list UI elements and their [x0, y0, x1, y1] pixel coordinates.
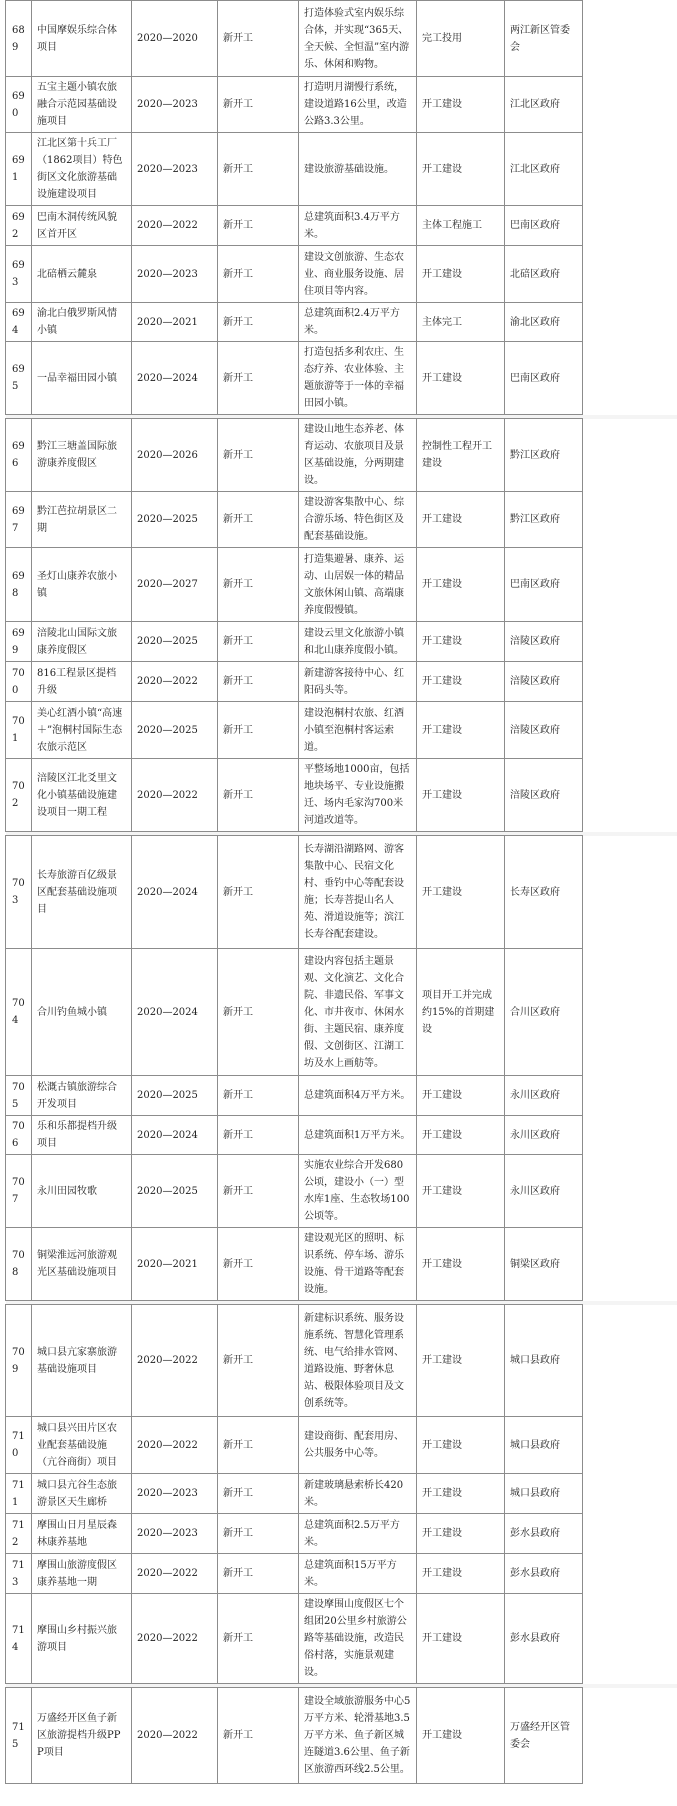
project-type-cell: 新开工: [218, 77, 299, 133]
construction-period-cell: 2020—2024: [132, 836, 218, 949]
annual-progress-cell: 主体完工: [417, 303, 505, 342]
table-row: [6, 1554, 677, 1594]
project-table: [5, 0, 677, 1784]
annual-progress-cell: 开工建设: [417, 246, 505, 303]
row-number-cell: 714: [6, 1594, 32, 1684]
annual-progress-cell: 开工建设: [417, 1116, 505, 1155]
table-row: [6, 1116, 677, 1155]
construction-period-cell: 2020—2024: [132, 342, 218, 415]
annual-progress-cell: 开工建设: [417, 759, 505, 832]
construction-period-cell: 2020—2025: [132, 702, 218, 759]
construction-content-cell: 总建筑面积2.4万平方米。: [299, 303, 417, 342]
table-row: [6, 1688, 677, 1784]
row-number-cell: 701: [6, 702, 32, 759]
annual-progress-cell: 开工建设: [417, 77, 505, 133]
table-row: [6, 492, 677, 548]
annual-progress-cell: 开工建设: [417, 1688, 505, 1784]
responsible-unit-cell: 万盛经开区管委会: [505, 1688, 583, 1784]
construction-period-cell: 2020—2022: [132, 1305, 218, 1417]
annual-progress-cell: 完工投用: [417, 1, 505, 77]
construction-content-cell: 建设山地生态养老、体育运动、农旅项目及景区基础设施，分两期建设。: [299, 419, 417, 492]
annual-progress-cell: 开工建设: [417, 1076, 505, 1116]
construction-period-cell: 2020—2022: [132, 1594, 218, 1684]
construction-period-cell: 2020—2023: [132, 1514, 218, 1554]
project-type-cell: 新开工: [218, 622, 299, 662]
responsible-unit-cell: 北碚区政府: [505, 246, 583, 303]
project-type-cell: 新开工: [218, 1594, 299, 1684]
annual-progress-cell: 开工建设: [417, 1305, 505, 1417]
table-row: [6, 1417, 677, 1474]
project-type-cell: 新开工: [218, 949, 299, 1076]
table-row: [6, 1076, 677, 1116]
annual-progress-cell: 开工建设: [417, 1155, 505, 1228]
responsible-unit-cell: 彭水县政府: [505, 1514, 583, 1554]
project-name-cell: 江北区第十兵工厂（1862项目）特色街区文化旅游基础设施建设项目: [32, 133, 132, 206]
table-row: [6, 622, 677, 662]
project-name-cell: 美心红酒小镇“高速＋”泡桐村国际生态农旅示范区: [32, 702, 132, 759]
project-type-cell: 新开工: [218, 1228, 299, 1301]
project-type-cell: 新开工: [218, 303, 299, 342]
construction-content-cell: 打造包括多利农庄、生态疗养、农业体验、主题旅游等于一体的幸福田园小镇。: [299, 342, 417, 415]
annual-progress-cell: 开工建设: [417, 492, 505, 548]
row-number-cell: 700: [6, 662, 32, 702]
project-name-cell: 渝北白俄罗斯风情小镇: [32, 303, 132, 342]
responsible-unit-cell: 黔江区政府: [505, 492, 583, 548]
row-number-cell: 690: [6, 77, 32, 133]
responsible-unit-cell: 合川区政府: [505, 949, 583, 1076]
table-row: [6, 1, 677, 77]
annual-progress-cell: 开工建设: [417, 1554, 505, 1594]
project-type-cell: 新开工: [218, 1554, 299, 1594]
responsible-unit-cell: 渝北区政府: [505, 303, 583, 342]
construction-period-cell: 2020—2022: [132, 206, 218, 246]
project-name-cell: 万盛经开区鱼子新区旅游提档升级PPP项目: [32, 1688, 132, 1784]
construction-period-cell: 2020—2021: [132, 1228, 218, 1301]
construction-content-cell: 建设云里文化旅游小镇和北山康养度假小镇。: [299, 622, 417, 662]
project-type-cell: 新开工: [218, 419, 299, 492]
table-row: [6, 1514, 677, 1554]
row-number-cell: 713: [6, 1554, 32, 1594]
row-number-cell: 705: [6, 1076, 32, 1116]
construction-content-cell: 建设观光区的照明、标识系统、停车场、游乐设施、骨干道路等配套设施。: [299, 1228, 417, 1301]
project-name-cell: 城口县亢家寨旅游基础设施项目: [32, 1305, 132, 1417]
table-row: [6, 206, 677, 246]
annual-progress-cell: 开工建设: [417, 1474, 505, 1514]
responsible-unit-cell: 铜梁区政府: [505, 1228, 583, 1301]
project-name-cell: 一品幸福田园小镇: [32, 342, 132, 415]
project-name-cell: 五宝主题小镇农旅融合示范园基础设施项目: [32, 77, 132, 133]
project-type-cell: 新开工: [218, 1, 299, 77]
row-number-cell: 694: [6, 303, 32, 342]
project-name-cell: 摩围山旅游度假区康养基地一期: [32, 1554, 132, 1594]
project-name-cell: 北碚栖云麓泉: [32, 246, 132, 303]
project-name-cell: 摩围山乡村振兴旅游项目: [32, 1594, 132, 1684]
table-row: [6, 702, 677, 759]
construction-content-cell: 打造集避暑、康养、运动、山居娱一体的精品文旅休闲山镇、高端康养度假慢镇。: [299, 548, 417, 622]
annual-progress-cell: 开工建设: [417, 133, 505, 206]
construction-period-cell: 2020—2023: [132, 1474, 218, 1514]
project-type-cell: 新开工: [218, 662, 299, 702]
construction-period-cell: 2020—2026: [132, 419, 218, 492]
row-number-cell: 693: [6, 246, 32, 303]
construction-content-cell: 建设游客集散中心、综合游乐场、特色街区及配套基础设施。: [299, 492, 417, 548]
construction-content-cell: 建设旅游基础设施。: [299, 133, 417, 206]
table-row: [6, 1474, 677, 1514]
table-row: [6, 548, 677, 622]
project-name-cell: 涪陵北山国际文旅康养度假区: [32, 622, 132, 662]
row-number-cell: 715: [6, 1688, 32, 1784]
project-type-cell: 新开工: [218, 702, 299, 759]
row-number-cell: 710: [6, 1417, 32, 1474]
construction-content-cell: 建设摩围山度假区七个组团20公里乡村旅游公路等基础设施，改造民俗村落，实施景观建设。: [299, 1594, 417, 1684]
project-name-cell: 永川田园牧歌: [32, 1155, 132, 1228]
responsible-unit-cell: 城口县政府: [505, 1305, 583, 1417]
annual-progress-cell: 控制性工程开工建设: [417, 419, 505, 492]
annual-progress-cell: 开工建设: [417, 1514, 505, 1554]
construction-period-cell: 2020—2025: [132, 622, 218, 662]
construction-period-cell: 2020—2022: [132, 1554, 218, 1594]
construction-content-cell: 新建标识系统、服务设施系统、智慧化管理系统、电气给排水管网、道路设施、野奢休息站、极限体验项目及文创系统等。: [299, 1305, 417, 1417]
table-row: [6, 246, 677, 303]
annual-progress-cell: 项目开工并完成约15%的首期建设: [417, 949, 505, 1076]
annual-progress-cell: 开工建设: [417, 662, 505, 702]
table-row: [6, 949, 677, 1076]
project-name-cell: 松溉古镇旅游综合开发项目: [32, 1076, 132, 1116]
project-name-cell: 城口县亢谷生态旅游景区天生廊桥: [32, 1474, 132, 1514]
project-name-cell: 长寿旅游百亿级景区配套基础设施项目: [32, 836, 132, 949]
construction-period-cell: 2020—2025: [132, 1155, 218, 1228]
construction-period-cell: 2020—2022: [132, 1688, 218, 1784]
construction-content-cell: 建设内容包括主题景观、文化演艺、文化合院、非遗民俗、军事文化、市井夜市、休闲水街、主题民宿、康养度假、文创街区、江湖工坊及水上画舫等。: [299, 949, 417, 1076]
project-type-cell: 新开工: [218, 1688, 299, 1784]
table-row: [6, 759, 677, 832]
construction-content-cell: 打造体验式室内娱乐综合体，并实现“365天、全天候、全恒温”室内游乐、休闲和购物。: [299, 1, 417, 77]
construction-content-cell: 建设商街、配套用房、公共服务中心等。: [299, 1417, 417, 1474]
table-row: [6, 133, 677, 206]
project-name-cell: 城口县兴田片区农业配套基础设施（亢谷商街）项目: [32, 1417, 132, 1474]
responsible-unit-cell: 巴南区政府: [505, 206, 583, 246]
row-number-cell: 704: [6, 949, 32, 1076]
construction-period-cell: 2020—2022: [132, 759, 218, 832]
project-type-cell: 新开工: [218, 1514, 299, 1554]
project-type-cell: 新开工: [218, 1116, 299, 1155]
construction-content-cell: 新建游客接待中心、红阳码头等。: [299, 662, 417, 702]
responsible-unit-cell: 彭水县政府: [505, 1594, 583, 1684]
project-name-cell: 摩围山日月星辰森林康养基地: [32, 1514, 132, 1554]
row-number-cell: 712: [6, 1514, 32, 1554]
construction-content-cell: 总建筑面积4万平方米。: [299, 1076, 417, 1116]
project-name-cell: 中国摩娱乐综合体项目: [32, 1, 132, 77]
responsible-unit-cell: 黔江区政府: [505, 419, 583, 492]
project-name-cell: 合川钓鱼城小镇: [32, 949, 132, 1076]
row-number-cell: 706: [6, 1116, 32, 1155]
responsible-unit-cell: 城口县政府: [505, 1474, 583, 1514]
row-number-cell: 689: [6, 1, 32, 77]
row-number-cell: 711: [6, 1474, 32, 1514]
project-type-cell: 新开工: [218, 492, 299, 548]
construction-period-cell: 2020—2023: [132, 133, 218, 206]
project-type-cell: 新开工: [218, 548, 299, 622]
construction-period-cell: 2020—2022: [132, 662, 218, 702]
responsible-unit-cell: 长寿区政府: [505, 836, 583, 949]
table-row: [6, 1228, 677, 1301]
responsible-unit-cell: 永川区政府: [505, 1155, 583, 1228]
table-row: [6, 1594, 677, 1684]
project-name-cell: 巴南木洞传统风貌区首开区: [32, 206, 132, 246]
project-type-cell: 新开工: [218, 1155, 299, 1228]
construction-period-cell: 2020—2025: [132, 1076, 218, 1116]
project-type-cell: 新开工: [218, 1076, 299, 1116]
project-type-cell: 新开工: [218, 836, 299, 949]
table-row: [6, 303, 677, 342]
construction-period-cell: 2020—2020: [132, 1, 218, 77]
construction-period-cell: 2020—2027: [132, 548, 218, 622]
row-number-cell: 696: [6, 419, 32, 492]
project-name-cell: 铜梁淮远河旅游观光区基础设施项目: [32, 1228, 132, 1301]
annual-progress-cell: 开工建设: [417, 1228, 505, 1301]
responsible-unit-cell: 涪陵区政府: [505, 759, 583, 832]
row-number-cell: 703: [6, 836, 32, 949]
row-number-cell: 702: [6, 759, 32, 832]
responsible-unit-cell: 涪陵区政府: [505, 702, 583, 759]
project-name-cell: 圣灯山康养农旅小镇: [32, 548, 132, 622]
row-number-cell: 695: [6, 342, 32, 415]
construction-period-cell: 2020—2023: [132, 246, 218, 303]
annual-progress-cell: 开工建设: [417, 342, 505, 415]
project-type-cell: 新开工: [218, 206, 299, 246]
project-name-cell: 涪陵区江北爻里文化小镇基础设施建设项目一期工程: [32, 759, 132, 832]
responsible-unit-cell: 巴南区政府: [505, 548, 583, 622]
project-name-cell: 黔江芭拉胡景区二期: [32, 492, 132, 548]
construction-content-cell: 实施农业综合开发680公顷，建设小（一）型水库1座、生态牧场100公顷等。: [299, 1155, 417, 1228]
project-type-cell: 新开工: [218, 1305, 299, 1417]
annual-progress-cell: 开工建设: [417, 548, 505, 622]
project-name-cell: 黔江三塘盖国际旅游康养度假区: [32, 419, 132, 492]
row-number-cell: 709: [6, 1305, 32, 1417]
construction-content-cell: 建设全域旅游服务中心5万平方米、轮滑基地3.5万平方米、鱼子新区城连隧道3.6公里、鱼子新区旅游西环线2.5公里。: [299, 1688, 417, 1784]
responsible-unit-cell: 涪陵区政府: [505, 662, 583, 702]
row-number-cell: 697: [6, 492, 32, 548]
table-row: [6, 342, 677, 415]
responsible-unit-cell: 城口县政府: [505, 1417, 583, 1474]
table-row: [6, 662, 677, 702]
annual-progress-cell: 开工建设: [417, 1417, 505, 1474]
project-name-cell: 816工程景区提档升级: [32, 662, 132, 702]
project-type-cell: 新开工: [218, 246, 299, 303]
row-number-cell: 708: [6, 1228, 32, 1301]
project-type-cell: 新开工: [218, 759, 299, 832]
construction-content-cell: 建设文创旅游、生态农业、商业服务设施、居住项目等内容。: [299, 246, 417, 303]
construction-period-cell: 2020—2021: [132, 303, 218, 342]
construction-content-cell: 总建筑面积2.5万平方米。: [299, 1514, 417, 1554]
table-row: [6, 77, 677, 133]
table-row: [6, 1305, 677, 1417]
row-number-cell: 699: [6, 622, 32, 662]
responsible-unit-cell: 两江新区管委会: [505, 1, 583, 77]
responsible-unit-cell: 巴南区政府: [505, 342, 583, 415]
annual-progress-cell: 开工建设: [417, 836, 505, 949]
construction-content-cell: 打造明月湖慢行系统，建设道路16公里，改造公路3.3公里。: [299, 77, 417, 133]
table-row: [6, 836, 677, 949]
project-type-cell: 新开工: [218, 342, 299, 415]
project-type-cell: 新开工: [218, 1474, 299, 1514]
responsible-unit-cell: 江北区政府: [505, 133, 583, 206]
annual-progress-cell: 开工建设: [417, 622, 505, 662]
construction-content-cell: 长寿湖沿湖路网、游客集散中心、民宿文化村、垂钓中心等配套设施；长寿菩提山名人苑、滑道设施等；滨江长寿谷配套建设。: [299, 836, 417, 949]
table-row: [6, 1155, 677, 1228]
annual-progress-cell: 开工建设: [417, 1594, 505, 1684]
responsible-unit-cell: 江北区政府: [505, 77, 583, 133]
construction-content-cell: 总建筑面积3.4万平方米。: [299, 206, 417, 246]
responsible-unit-cell: 永川区政府: [505, 1076, 583, 1116]
construction-content-cell: 建设泡桐村农旅、红酒小镇至泡桐村客运索道。: [299, 702, 417, 759]
construction-period-cell: 2020—2024: [132, 1116, 218, 1155]
table-wrapper: [5, 0, 677, 1784]
responsible-unit-cell: 永川区政府: [505, 1116, 583, 1155]
project-type-cell: 新开工: [218, 133, 299, 206]
row-number-cell: 692: [6, 206, 32, 246]
annual-progress-cell: 开工建设: [417, 702, 505, 759]
responsible-unit-cell: 涪陵区政府: [505, 622, 583, 662]
row-number-cell: 707: [6, 1155, 32, 1228]
annual-progress-cell: 主体工程施工: [417, 206, 505, 246]
construction-period-cell: 2020—2023: [132, 77, 218, 133]
row-number-cell: 691: [6, 133, 32, 206]
responsible-unit-cell: 彭水县政府: [505, 1554, 583, 1594]
construction-content-cell: 总建筑面积1万平方米。: [299, 1116, 417, 1155]
construction-content-cell: 平整场地1000亩，包括地块场平、专业设施搬迁、场内毛家沟700米河道改道等。: [299, 759, 417, 832]
construction-period-cell: 2020—2024: [132, 949, 218, 1076]
project-type-cell: 新开工: [218, 1417, 299, 1474]
row-number-cell: 698: [6, 548, 32, 622]
table-row: [6, 419, 677, 492]
project-name-cell: 乐和乐都提档升级项目: [32, 1116, 132, 1155]
construction-content-cell: 新建玻璃悬索桥长420米。: [299, 1474, 417, 1514]
construction-period-cell: 2020—2025: [132, 492, 218, 548]
table-body: [6, 1, 677, 1784]
construction-period-cell: 2020—2022: [132, 1417, 218, 1474]
construction-content-cell: 总建筑面积15万平方米。: [299, 1554, 417, 1594]
